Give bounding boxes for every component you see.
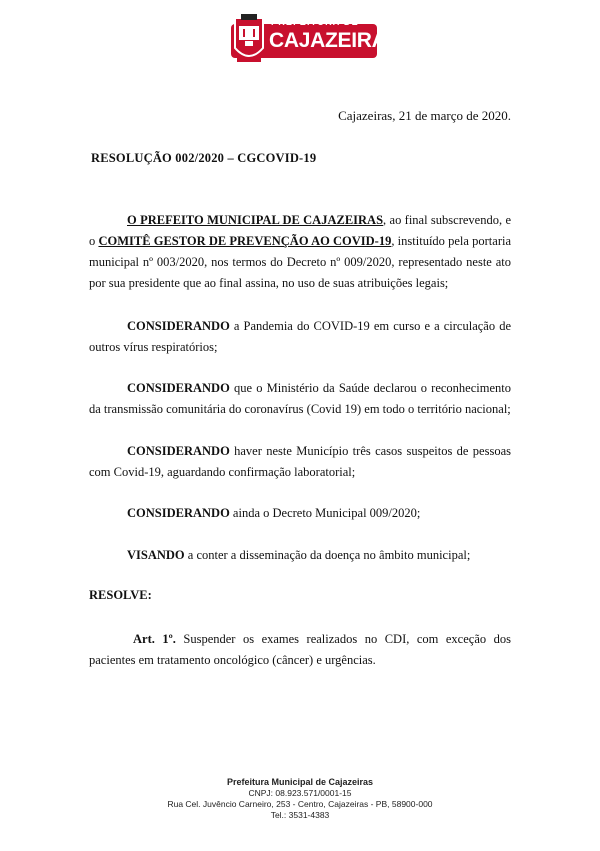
intro-paragraph: O PREFEITO MUNICIPAL DE CAJAZEIRAS, ao final subscrevendo, e o COMITÊ GESTOR DE PREVENÇÃO AO COVID-19, instituído pela portaria municipal nº 003/2020, nos termos do Decreto nº 009/2020, representado neste ato por sua presidente que ao final assina, no uso de suas atribuições legais; (89, 213, 512, 290)
considerando-2: CONSIDERANDO que o Ministério da Saúde declarou o reconhecimento da transmissão comunitária do coronavírus (Covid 19) em todo o território nacional; (89, 381, 511, 416)
footer-address: Rua Cel. Juvêncio Carneiro, 253 - Centro, Cajazeiras - PB, 58900-000 (167, 799, 433, 809)
considerando-4: CONSIDERANDO ainda o Decreto Municipal 009/2020; (127, 506, 421, 520)
considerando-3: CONSIDERANDO haver neste Município três casos suspeitos de pessoas com Covid-19, aguardando confirmação laboratorial; (89, 444, 511, 479)
article-1: Art. 1º. Suspender os exames realizados no CDI, com exceção dos pacientes em tratamento oncológico (câncer) e urgências. (89, 632, 511, 667)
footer-cnpj: CNPJ: 08.923.571/0001-15 (248, 788, 352, 798)
visando-paragraph: VISANDO a conter a disseminação da doença no âmbito municipal; (127, 548, 471, 562)
page-footer (0, 777, 600, 820)
resolve-heading: RESOLVE: (89, 588, 152, 602)
resolution-title: RESOLUÇÃO 002/2020 – CGCOVID-19 (91, 151, 317, 165)
prefeitura-logo (231, 14, 401, 66)
footer-org-name: Prefeitura Municipal de Cajazeiras (226, 777, 374, 787)
footer-phone: Tel.: 3531-4383 (270, 810, 330, 820)
committee-name: COMITÊ GESTOR DE PREVENÇÃO AO COVID-19 (98, 234, 392, 248)
logo-prefeitura-text: PREFEITURA DE (271, 17, 359, 27)
considerando-1: CONSIDERANDO a Pandemia do COVID-19 em curso e a circulação de outros vírus respiratórios; (89, 319, 511, 354)
mayor-name: O PREFEITO MUNICIPAL DE CAJAZEIRAS (127, 213, 384, 227)
logo-city-name: CAJAZEIRAS (269, 29, 401, 52)
document-date: Cajazeiras, 21 de março de 2020. (338, 108, 511, 123)
